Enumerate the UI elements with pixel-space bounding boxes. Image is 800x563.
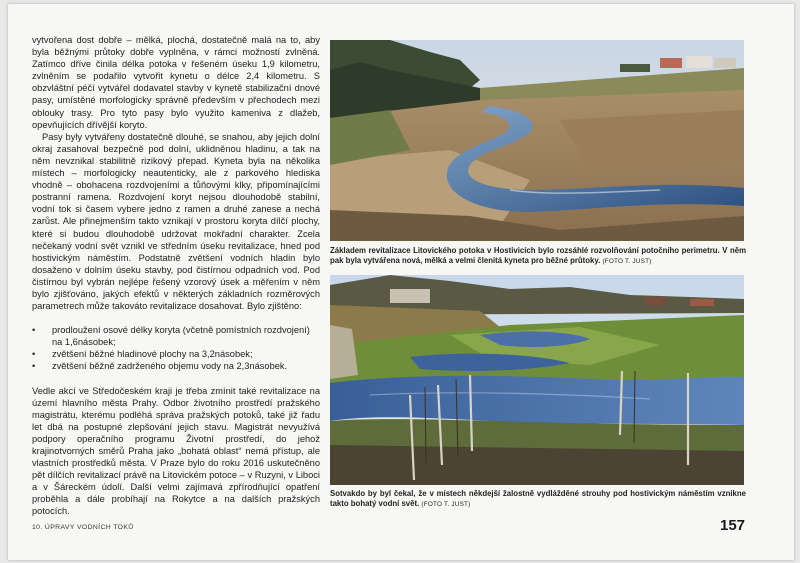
caption-text: Sotvakdo by byl čekal, že v místech někdejší žalostně vydlážděné strouhy pod hostivickým náměstím vznikne takto bohatý vodní svět. bbox=[330, 489, 746, 509]
findings-list bbox=[32, 324, 320, 372]
photo-creek-restoration-image bbox=[330, 40, 744, 241]
photo-wetland-pools-image bbox=[330, 275, 744, 485]
list-item: • zvětšení běžné hladinové plochy na 3,2násobek; bbox=[32, 348, 320, 360]
figure-caption bbox=[330, 489, 746, 510]
running-footer-section: 10. ÚPRAVY VODNÍCH TOKŮ bbox=[32, 524, 134, 531]
photo-credit: (FOTO T. JUST) bbox=[421, 501, 471, 509]
article-text-column bbox=[32, 34, 320, 518]
photo-wetland-pools bbox=[330, 275, 744, 485]
list-item: • zvětšení běžně zadrženého objemu vody na 2,3násobek. bbox=[32, 360, 320, 372]
page-number: 157 bbox=[720, 517, 746, 534]
book-page bbox=[8, 4, 794, 560]
article-paragraph: vytvořena dost dobře – mělká, plochá, dostatečně malá na to, aby byla běžnými průtoky dobře vyplněna, v rámci možností zvlněná. Zatímco dříve činila délka potoka v řešeném úseku 1,9 kilometru, zvlněním se podařilo vytvořit kynetu o délce 2,4 kilometru. S obzvláštní péčí vytvářel dodavatel stavby v kynetě stabilizační dnové pasy, umístěné morfologicky správně především v přechodech mezi oblouky trasy. Pro tyto pasy bylo využito kameniva z dlažeb, opevňujících dřívější koryto. bbox=[32, 35, 320, 130]
caption-text: Základem revitalizace Litovického potoka v Hostivicích bylo rozsáhlé rozvolňování potočního perimetru. V něm pak byla vytvářena nová, mělká a velmi členitá kyneta pro běžné průtoky. bbox=[330, 246, 746, 266]
list-item: • prodloužení osové délky koryta (včetně pomístních rozdvojení) na 1,6násobek; bbox=[32, 324, 320, 348]
photo-creek-restoration bbox=[330, 40, 744, 241]
article-paragraph: Vedle akcí ve Středočeském kraji je třeba zmínit také revitalizace na území hlavního města Prahy. Odbor životního prostředí pražského magistrátu, kterému podléhá správa pražských potoků, také již řadu let dbá na postupné zlepšování jejich stavu. Magistrát nevyužívá podpory operačního programu Životní prostředí, do jehož krajinotvorných směrů Praha jako „bohatá oblast“ nemá přístup, ale vlastních prostředků města. V Praze bylo do roku 2016 uskutečněno pět dílčích revitalizací právě na Litovickém potoce – v Ruzyni, v Liboci a v Šáreckém údolí. Další velmi zajímavá zpřírodňující opatření proběhla a dále probíhají na Rokytce a na dalších pražských potocích. bbox=[32, 385, 320, 517]
article-paragraph: Pasy byly vytvářeny dostatečně dlouhé, se snahou, aby jejich dolní okraj zasahoval bezpečně pod dolní, uklidněnou hladinu, a tak na něm nevznikal stabilitně rizikový přepad. Kyneta byla na několika místech – morfologicky neautenticky, ale z parkového hlediska vhodně – obohacena rozdvojeními a tůňovými klky, připomínajícími postranní ramena. Rozdvojení koryt nejsou dlouhodobě stabilní, vodní tok si časem vybere jedno z ramen a druhé zanese a nechá zarůst. Ale přinejmenším takto vznikají v prostoru koryta dílčí plochy, které si budou dlouhodobě udržovat mokřadní charakter. Zcela nečekaný vodní svět vznikl ve středním úseku revitalizace, hned pod hostivickým náměstím. Podstatně zvětšení vodních hladin bylo dosaženo v dolním úseku stavby, pod čistírnou odpadních vod. Pod čistírnou byl vybrán nejlépe řešený vzorový úsek a měřením v něm bylo zjišťováno, jakých efektů v některých základních rozměrových parametrech může takováto revitalizace dosahovat. Bylo zjištěno: bbox=[32, 131, 320, 312]
figure-caption bbox=[330, 246, 746, 267]
photo-credit: (FOTO T. JUST) bbox=[602, 258, 652, 266]
